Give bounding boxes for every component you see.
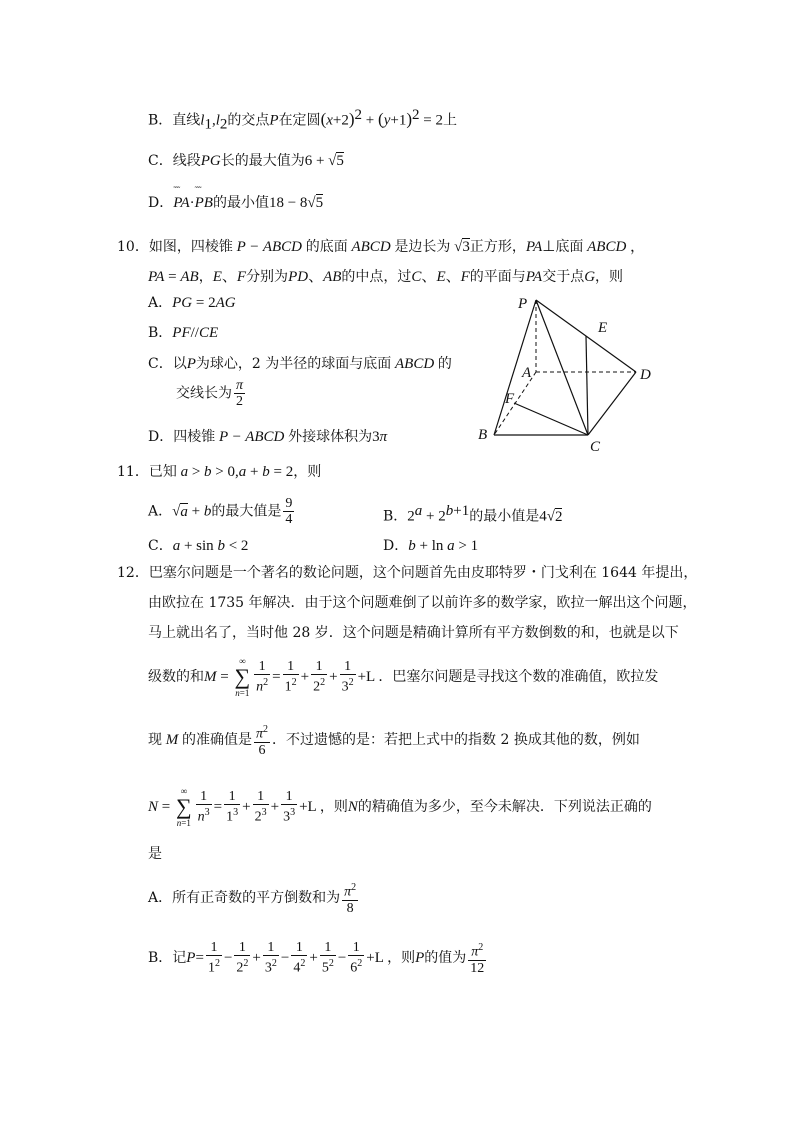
q9-option-c <box>148 150 344 170</box>
label-e: E <box>598 320 608 336</box>
label-c: C <box>590 439 601 455</box>
text: 现 <box>148 731 162 748</box>
text: 级数的和 <box>148 669 204 685</box>
q11-option-a: A．√a + b的最大值是 $\frac{9}{4}$ <box>148 496 293 527</box>
text: 线段 <box>172 153 201 169</box>
text: 为球心，2 为半径的球面与底面 <box>195 356 392 372</box>
option-label: D． <box>383 538 409 554</box>
math: ˜˜˜ PB <box>195 195 213 212</box>
text: 的平面与 <box>469 269 526 285</box>
text: 交于点 <box>542 269 585 285</box>
text: 四棱锥 <box>173 429 216 445</box>
q11-option-b: B．$2^a + 2^{b+1}$的最小值是4√2 <box>383 503 563 525</box>
text: 的最大值是 <box>211 503 282 520</box>
edge-ab <box>494 372 536 435</box>
option-label: A． <box>148 889 173 906</box>
q10-stem-line1: 10．如图，四棱锥 P − ABCD 的底面 ABCD 是边长为 √3正方形，PA⊥底面 ABCD ， <box>117 239 646 255</box>
math: PG <box>200 153 221 169</box>
math: 6 + √5 <box>304 153 344 169</box>
question-number: 12． <box>117 565 149 581</box>
text: 的精确值为多少，至今未解决．下列说法正确的 <box>357 799 652 815</box>
summation: ∞ ∑ n=1 <box>175 786 192 828</box>
q9-option-d: D．˜˜˜ PA·˜˜˜ PB的最小值18 − 8√5 <box>148 192 323 212</box>
text: 正方形， <box>469 239 526 255</box>
q12-para-line2 <box>148 592 697 612</box>
option-label: C． <box>148 538 173 554</box>
q12-para-line1 <box>117 562 697 582</box>
label-p: P <box>518 296 528 312</box>
text: 记 <box>172 949 187 966</box>
q11-option-c: C．a + sin b < 2 <box>148 538 249 554</box>
label-f: F <box>505 391 515 407</box>
text: ，则 <box>293 464 322 480</box>
q10-option-b: B．PF//CE <box>148 325 219 341</box>
option-label: D． <box>148 429 174 445</box>
edge-pc <box>536 300 588 435</box>
text: ．不过遗憾的是：若把上式中的指数 2 换成其他的数，例如 <box>272 731 640 748</box>
text: ，则 <box>387 949 416 966</box>
math: 18 − 8√5 <box>268 195 324 211</box>
text: 的交点 <box>227 112 270 129</box>
option-label: A． <box>148 295 173 311</box>
q12-para-line7 <box>148 843 162 863</box>
segment-ce <box>586 336 588 435</box>
text: 长的最大值为 <box>220 153 305 169</box>
text: 已知 <box>148 464 177 480</box>
question-number: 10． <box>117 239 149 255</box>
edge-cd <box>588 372 636 435</box>
option-label: B． <box>148 949 173 966</box>
q11-option-d: D．b + ln a > 1 <box>383 538 479 554</box>
option-label: B． <box>383 508 408 525</box>
text: 底面 <box>555 239 584 255</box>
q9-option-b: B．直线$l_1,l_2$的交点P在定圆$(x+2)^2 + (y+1)^2 = 2$上 <box>148 107 457 133</box>
math: ˜˜˜ PA <box>173 195 189 212</box>
text: 在定圆 <box>278 112 321 129</box>
q10-option-a: A．PG = 2AG <box>148 295 236 311</box>
text: 的 <box>437 356 452 372</box>
q10-option-c: C．以P为球心，2 为半径的球面与底面 ABCD 的 <box>148 356 452 372</box>
question-number: 11． <box>117 464 149 480</box>
option-label: C． <box>148 356 173 372</box>
option-label: A． <box>148 503 173 520</box>
q12-para-line4: 级数的和M = ∞ ∑ n=1 $\frac{1}{n^2}$ = $\frac{1}{1^2}$ + $\frac{1}{2^2}$ + $\frac{1}{3^2}$ +L ．巴塞尔问题是寻找这个数的准确值，欧拉发 <box>148 656 659 698</box>
text: 分别为 <box>246 269 289 285</box>
summation: ∞ ∑ n=1 <box>234 656 251 698</box>
pyramid-figure <box>470 290 660 455</box>
text: 如图，四棱锥 <box>148 239 233 255</box>
text: 是 <box>148 846 162 862</box>
text: 直线 <box>172 112 201 129</box>
text: 外接球体积为 <box>288 429 373 445</box>
fraction: $\frac{9}{4}$ <box>285 496 293 527</box>
text: 的值为 <box>424 949 467 966</box>
text: 上 <box>442 112 457 129</box>
text: 的底面 <box>305 239 348 255</box>
text: ， <box>198 269 213 285</box>
text: ，则 <box>319 799 348 815</box>
q10-stem-line2: PA = AB，E、F分别为PD、AB的中点，过C、E、F的平面与PA交于点G，则 <box>148 269 624 285</box>
q10-option-c-cont <box>176 378 247 409</box>
label-a: A <box>522 365 532 381</box>
q12-option-b: B．记P= $\frac{1}{1^2}$ − $\frac{1}{2^2}$ + $\frac{1}{3^2}$ − $\frac{1}{4^2}$ + $\frac{1}{5^2}$ − $\frac{1}{6^2}$ +L ，则P的值为 $\frac{\pi^2}{12}$ <box>148 940 485 976</box>
option-label: C． <box>148 153 173 169</box>
text: ，则 <box>595 269 624 285</box>
option-label: D． <box>148 195 174 211</box>
text: 马上就出名了，当时他 28 岁．这个问题是精确计算所有平方数倒数的和，也就是以下 <box>148 625 679 641</box>
q10-option-d: D．四棱锥 P − ABCD 外接球体积为3π <box>148 429 388 445</box>
math: 1 <box>204 116 212 133</box>
text: 的中点，过 <box>341 269 412 285</box>
q12-para-line6: N = ∞ ∑ n=1 $\frac{1}{n^3}$ = $\frac{1}{1^3}$ + $\frac{1}{2^3}$ + $\frac{1}{3^3}$ +L ，则N的精确值为多少，至今未解决．下列说法正确的 <box>148 786 652 828</box>
fraction: $\frac{\pi}{2}$ <box>236 378 244 409</box>
text: 由欧拉在 1735 年解决．由于这个问题难倒了以前许多的数学家，欧拉一解出这个问题， <box>148 595 697 611</box>
text: 巴塞尔问题是一个著名的数论问题，这个问题首先由皮耶特罗・门戈利在 1644 年提出， <box>148 565 698 581</box>
label-d: D <box>640 367 651 383</box>
q12-para-line3 <box>148 622 679 642</box>
math: l <box>200 112 205 129</box>
text: ．巴塞尔问题是寻找这个数的准确值，欧拉发 <box>378 669 659 685</box>
q12-para-line5: 现 M 的准确值是 $\frac{\pi^2}{6}$ ．不过遗憾的是：若把上式中的指数 2 换成其他的数，例如 <box>148 724 640 758</box>
q12-option-a: A．所有正奇数的平方倒数和为 $\frac{\pi^2}{8}$ <box>148 882 357 916</box>
text: 是边长为 <box>394 239 451 255</box>
text: 所有正奇数的平方倒数和为 <box>172 889 341 906</box>
text: 以 <box>172 356 187 372</box>
text: 的准确值是 <box>182 731 252 748</box>
text: 的最小值是 <box>469 508 540 525</box>
text: 的最小值 <box>212 195 269 211</box>
text: 交线长为 <box>176 385 232 402</box>
option-label: B． <box>148 325 173 341</box>
option-label: B． <box>148 112 173 129</box>
q11-stem: 11．已知 a > b > 0,a + b = 2，则 <box>117 464 322 480</box>
label-b: B <box>478 427 488 443</box>
